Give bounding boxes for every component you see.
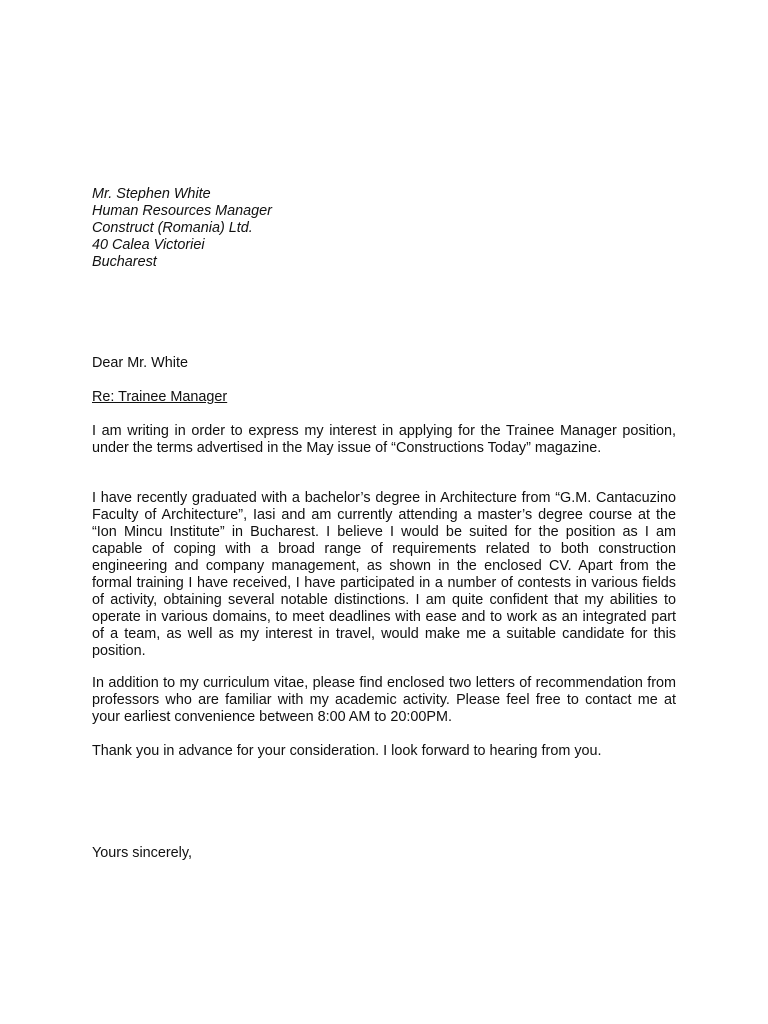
recipient-street: 40 Calea Victoriei <box>92 237 205 253</box>
paragraph-thanks: Thank you in advance for your consideration. I look forward to hearing from you. <box>92 743 602 759</box>
paragraph-qualifications: I have recently graduated with a bachelor’s degree in Architecture from “G.M. Cantacuzino Faculty of Architecture”, Iasi and am currently attending a master’s degree course at the “Ion Mincu Institute” in Bucharest. I believe I would be suited for the position as I am capable of coping with a broad range of requirements related to both construction engineering and company management, as shown in the enclosed CV. Apart from the formal training I have received, I have participated in a number of contests in various fields of activity, obtaining several notable distinctions. I am quite confident that my abilities to operate in various domains, to meet deadlines with ease and to work as an integrated part of a team, as well as my interest in travel, would make me a suitable candidate for this position. <box>92 490 676 659</box>
recipient-title: Human Resources Manager <box>92 203 272 219</box>
subject-line: Re: Trainee Manager <box>92 389 228 405</box>
recipient-name: Mr. Stephen White <box>92 186 211 202</box>
recipient-address-block <box>92 186 682 271</box>
paragraph-enclosures: In addition to my curriculum vitae, please find enclosed two letters of recommendation from professors who are familiar with my academic activity. Please feel free to contact me at your earliest convenience between 8:00 AM to 20:00PM. <box>92 675 676 725</box>
recipient-city: Bucharest <box>92 254 157 270</box>
paragraph-intro: I am writing in order to express my interest in applying for the Trainee Manager position, under the terms advertised in the May issue of “Constructions Today” magazine. <box>92 423 676 456</box>
closing: Yours sincerely, <box>92 845 192 861</box>
recipient-company: Construct (Romania) Ltd. <box>92 220 253 236</box>
salutation: Dear Mr. White <box>92 355 188 371</box>
